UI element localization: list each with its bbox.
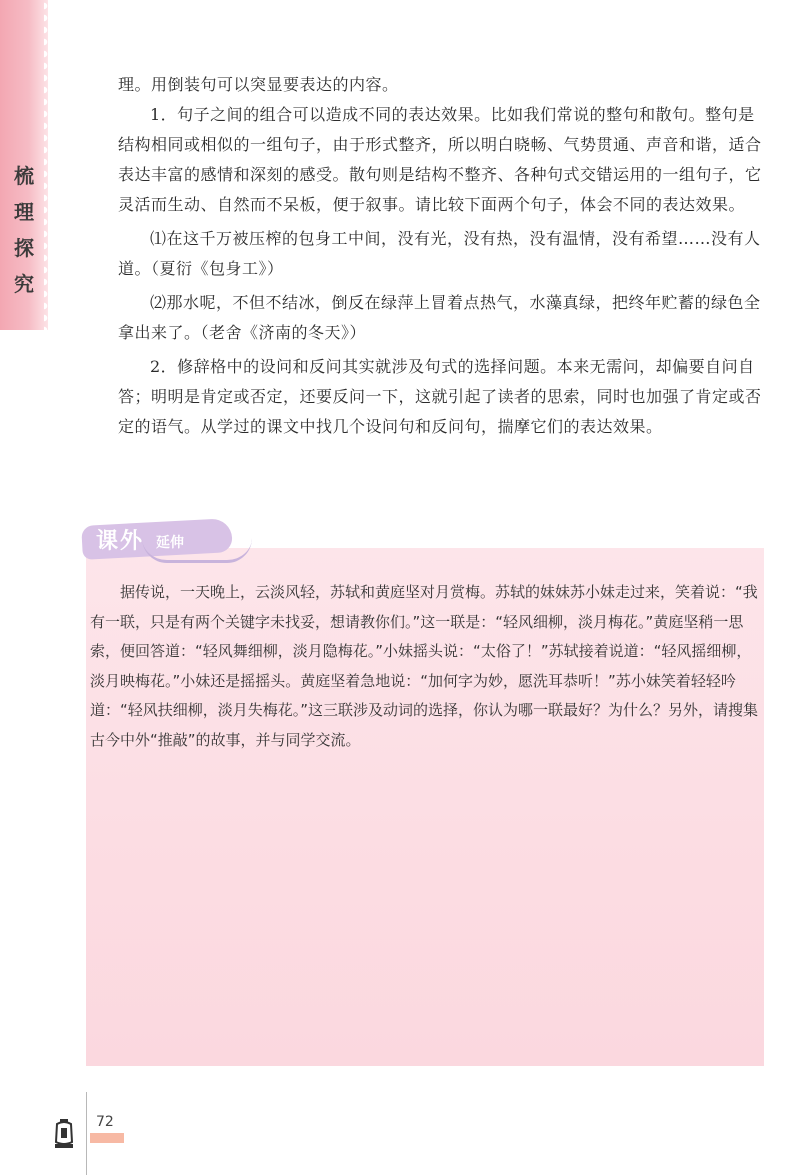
paragraph-item-2: 2．修辞格中的设问和反问其实就涉及句式的选择问题。本来无需问，却偏要自问自答；明明是肯定或否定，还要反问一下，这就引起了读者的思索，同时也加强了肯定或否定的语气。从学过的课文中找几个设问句和反问句，揣摩它们的表达效果。 (118, 357, 762, 436)
side-label-char: 理 (14, 200, 34, 224)
side-label-char: 梳 (14, 164, 34, 188)
paragraph-continuation: 理。用倒装句可以突显要表达的内容。 (118, 75, 399, 94)
lamp-icon (52, 1118, 76, 1152)
side-band-edge (44, 0, 54, 330)
extension-subtitle: 延伸 (156, 535, 184, 551)
extension-text (90, 578, 766, 755)
paragraph-item-1: 1．句子之间的组合可以造成不同的表达效果。比如我们常说的整句和散句。整句是结构相同或相似的一组句子，由于形式整齐，所以明白晓畅、气势贯通、声音和谐，适合表达丰富的感情和深刻的感受。散句则是结构不整齐、各种句式交错运用的一组句子，它灵活而生动、自然而不呆板，便于叙事。请比较下面两个句子，体会不同的表达效果。 (118, 105, 762, 214)
extension-title: 课外 (96, 529, 145, 554)
page-number-bar (90, 1133, 124, 1143)
footer-divider (86, 1092, 87, 1175)
extension-header (82, 516, 252, 562)
page-number: 72 (96, 1114, 114, 1130)
extension-paragraph: 据传说，一天晚上，云淡风轻，苏轼和黄庭坚对月赏梅。苏轼的妹妹苏小妹走过来，笑着说：“我有一联，只是有两个关键字未找妥，想请教你们。”这一联是：“轻风细柳，淡月梅花。”黄庭坚稍一思索，便回答道：“轻风舞细柳，淡月隐梅花。”小妹摇头说：“太俗了！”苏轼接着说道：“轻风摇细柳，淡月映梅花。”小妹还是摇摇头。黄庭坚着急地说：“加何字为妙，愿洗耳恭听！”苏小妹笑着轻轻吟道：“轻风扶细柳，淡月失梅花。”这三联涉及动词的选择，你认为哪一联最好？为什么？另外，请搜集古今中外“推敲”的故事，并与同学交流。 (90, 583, 759, 749)
side-label-char: 探 (14, 236, 34, 260)
section-side-label (10, 158, 38, 302)
side-label-char: 究 (14, 272, 34, 296)
example-sentence-2: ⑵那水呢，不但不结冰，倒反在绿萍上冒着点热气，水藻真绿，把终年贮蓄的绿色全拿出来了。（老舍《济南的冬天》） (118, 293, 761, 342)
example-sentence-1: ⑴在这千万被压榨的包身工中间，没有光，没有热，没有温情，没有希望……没有人道。（夏衍《包身工》） (118, 229, 761, 278)
main-body-text (118, 70, 766, 442)
